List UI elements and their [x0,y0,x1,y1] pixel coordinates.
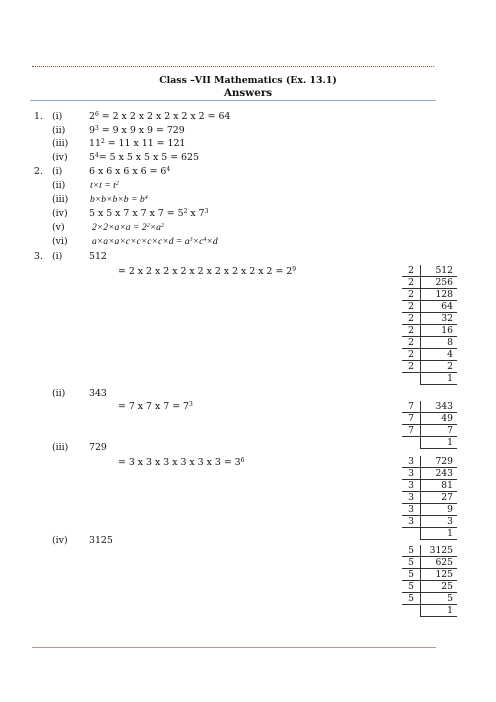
item-label: (i) [52,166,63,177]
footer-rule [32,647,436,648]
division-table: 2 512 2 256 2 128 2 64 2 32 2 16 2 8 2 4 2 2 1 [402,265,457,385]
item-value: 729 [89,442,107,453]
prime-expansion: = 3 x 3 x 3 x 3 x 3 x $3 = 3^6$ [118,457,245,468]
item-label: (v) [52,222,65,233]
item-answer: $a\times a\times a\times c\times c\times c\times c\times d = a^3\times c^4\times d$ [92,236,218,247]
item-label: (iii) [52,138,69,149]
item-answer: $2\times 2\times a\times a = 2^2\times a^2$ [92,222,164,233]
division-table: 7 343 7 49 7 7 1 [402,401,457,449]
question-number: 2. [34,166,43,177]
item-label: (vi) [52,236,68,247]
title-underline [30,100,436,101]
division-table: 5 3125 5 625 5 125 5 25 5 5 1 [402,545,457,617]
item-label: (ii) [52,125,66,136]
item-answer: $5^4= 5$ x 5 x 5 x 5 = 625 [89,152,199,163]
item-answer: $11^2 = 11$ x 11 = 121 [89,138,186,149]
item-value: 3125 [89,535,113,546]
page-subtitle: Answers [223,87,273,99]
item-label: (ii) [52,388,66,399]
item-label: (iii) [52,442,69,453]
prime-expansion: = 2 x 2 x 2 x 2 x 2 x 2 x 2 x 2 x $2 = 2^9$ [118,266,297,277]
division-table: 3 729 3 243 3 81 3 27 3 9 3 3 1 [402,456,457,540]
item-answer: $b\times b\times b\times b = b^4$ [90,194,148,205]
item-label: (iv) [52,535,68,546]
item-label: (iv) [52,152,68,163]
item-label: (iv) [52,208,68,219]
item-value: 512 [89,251,107,262]
item-label: (ii) [52,180,66,191]
prime-expansion: = 7 x 7 x $7 = 7^3$ [118,401,193,412]
item-label: (iii) [52,194,69,205]
item-answer: $t\times t = t^2$ [90,180,119,191]
item-value: 343 [89,388,107,399]
item-answer: $2^6 = 2$ x 2 x 2 x 2 x 2 x 2 = 64 [89,111,231,122]
question-number: 3. [34,251,43,262]
item-answer: 6 x 6 x 6 x $6 = 6^4$ [89,166,171,177]
item-label: (i) [52,111,63,122]
top-dotted-rule [32,66,434,67]
item-answer: $9^3 = 9$ x 9 x 9 = 729 [89,125,185,136]
item-label: (i) [52,251,63,262]
question-number: 1. [34,111,43,122]
page-title: Class –VII Mathematics (Ex. 13.1) [159,75,337,86]
item-answer: 5 x 5 x 7 x 7 x $7 = 5^2$ x $7^3$ [89,208,209,219]
